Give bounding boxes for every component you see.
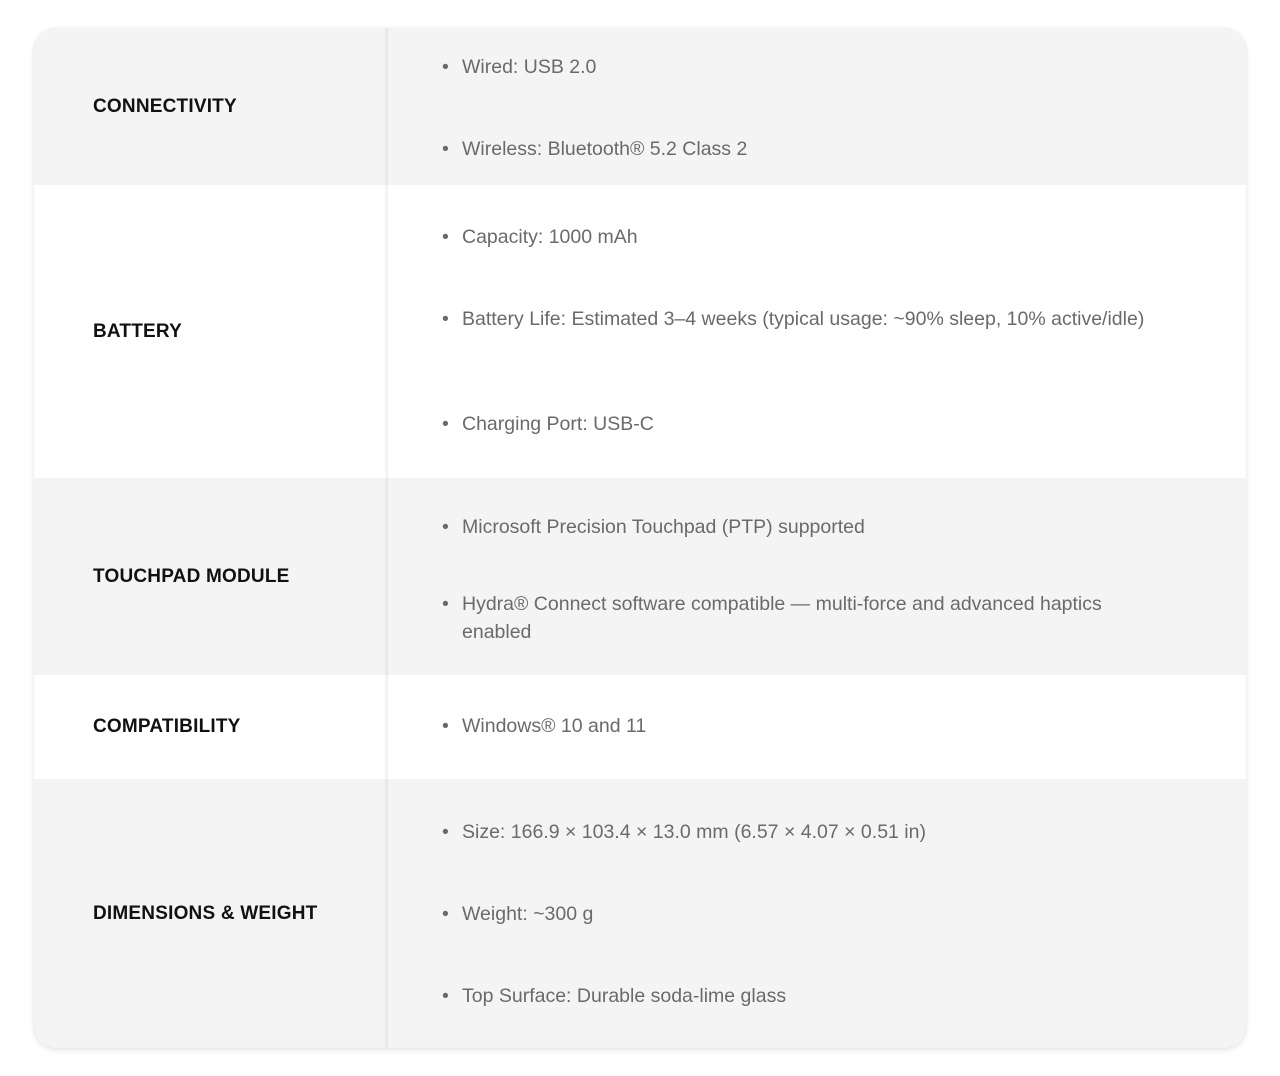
spec-item: • Battery Life: Estimated 3–4 weeks (typical usage: ~90% sleep, 10% active/idle) [442, 308, 1145, 330]
spec-item: • Size: 166.9 × 103.4 × 13.0 mm (6.57 × 4.07 × 0.51 in) [442, 821, 926, 843]
spec-label: TOUCHPAD MODULE [93, 565, 290, 587]
bullet-icon: • [442, 516, 449, 538]
spec-item: • Wireless: Bluetooth® 5.2 Class 2 [442, 138, 748, 160]
spec-row-compatibility [34, 675, 1246, 779]
spec-row-touchpad-module [34, 478, 1246, 675]
spec-row-dimensions-weight [34, 779, 1246, 1048]
spec-item: • Top Surface: Durable soda-lime glass [442, 985, 787, 1007]
spec-row-battery [34, 185, 1246, 478]
bullet-icon: • [442, 715, 449, 737]
spec-row-connectivity [34, 28, 1246, 185]
bullet-icon: • [442, 308, 449, 330]
bullet-icon: • [442, 985, 449, 1007]
spec-label: CONNECTIVITY [93, 95, 237, 117]
spec-item: • Charging Port: USB-C [442, 413, 654, 435]
specs-table [34, 28, 1246, 1048]
spec-item: • Capacity: 1000 mAh [442, 226, 638, 248]
spec-label: BATTERY [93, 320, 183, 342]
spec-item: • Hydra® Connect software compatible — multi-force and advanced haptics enabled [462, 590, 1162, 646]
spec-item: • Wired: USB 2.0 [442, 56, 597, 78]
bullet-icon: • [442, 593, 449, 615]
bullet-icon: • [442, 413, 449, 435]
spec-label: DIMENSIONS & WEIGHT [93, 902, 318, 924]
spec-item: • Windows® 10 and 11 [442, 715, 647, 737]
spec-item: • Weight: ~300 g [442, 903, 594, 925]
bullet-icon: • [442, 56, 449, 78]
spec-item: • Microsoft Precision Touchpad (PTP) supported [442, 516, 865, 538]
bullet-icon: • [442, 821, 449, 843]
bullet-icon: • [442, 226, 449, 248]
bullet-icon: • [442, 138, 449, 160]
bullet-icon: • [442, 903, 449, 925]
spec-label: COMPATIBILITY [93, 716, 241, 737]
